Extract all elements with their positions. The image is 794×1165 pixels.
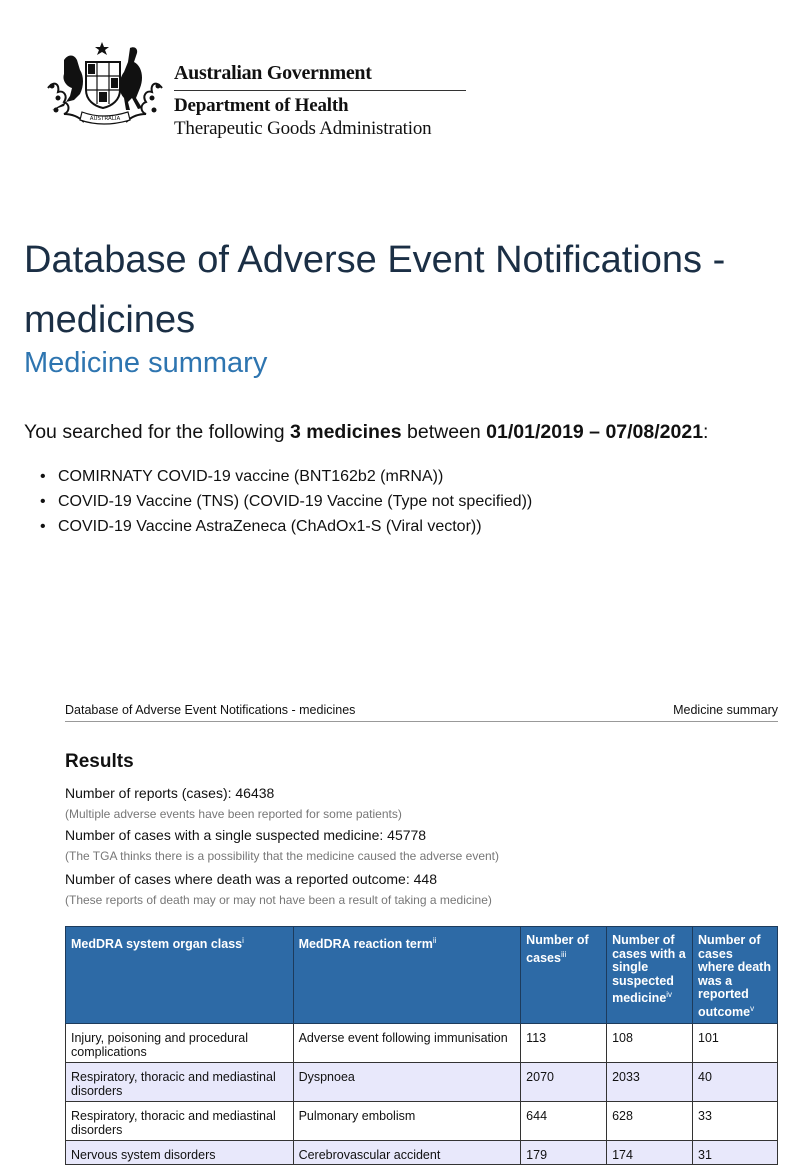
table-cell: 628 — [607, 1102, 693, 1141]
table-row — [66, 1024, 778, 1063]
table-cell: 174 — [607, 1141, 693, 1165]
results-table — [65, 926, 778, 1165]
medicine-name: COVID-19 Vaccine AstraZeneca (ChAdOx1-S (Viral vector)) — [58, 518, 482, 535]
column-header: MedDRA reaction term$^{ii}$ — [293, 927, 521, 1024]
search-date-range: 01/01/2019 – 07/08/2021 — [486, 421, 704, 443]
table-cell: 108 — [607, 1024, 693, 1063]
crest-motto: AUSTRALIA — [89, 116, 121, 122]
page-title — [24, 230, 784, 350]
column-header: Number of cases$^{iii}$ — [521, 927, 607, 1024]
medicine-list — [40, 464, 532, 539]
table-cell: 31 — [693, 1141, 778, 1165]
table-row — [66, 1141, 778, 1165]
running-header-right: Medicine summary — [673, 703, 778, 717]
table-row — [66, 1063, 778, 1102]
page-title-line1: Database of Adverse Event Notifications - — [24, 239, 726, 281]
column-header: MedDRA system organ class$^i$ — [66, 927, 294, 1024]
single-suspect-count: Number of cases with a single suspected medicine: 45778 — [65, 827, 427, 843]
table-cell: 40 — [693, 1063, 778, 1102]
search-middle: between — [401, 421, 487, 443]
column-header: Number of cases with a single suspected medicine$^{iv}$ — [607, 927, 693, 1024]
reports-note: (Multiple adverse events have been reported for some patients) — [65, 807, 402, 821]
government-name: Australian Government — [174, 62, 372, 84]
results-heading: Results — [65, 751, 134, 772]
list-item — [40, 514, 532, 539]
table-cell: 101 — [693, 1024, 778, 1063]
table-cell: Pulmonary embolism — [293, 1102, 521, 1141]
header-divider — [174, 90, 466, 91]
table-row — [66, 1102, 778, 1141]
gov-logo-block — [44, 40, 474, 139]
search-suffix: : — [703, 421, 709, 443]
bullet-icon: • — [40, 468, 46, 485]
table-cell: Dyspnoea — [293, 1063, 521, 1102]
medicine-name: COMIRNATY COVID-19 vaccine (BNT162b2 (mRNA)) — [58, 468, 444, 485]
table-header-row — [66, 927, 778, 1024]
medicine-name: COVID-19 Vaccine (TNS) (COVID-19 Vaccine (Type not specified)) — [58, 493, 533, 510]
death-count: Number of cases where death was a reported outcome: 448 — [65, 871, 437, 887]
department-name: Department of Health — [174, 95, 349, 116]
column-header: Number of cases where death was a reported outcome$^v$ — [693, 927, 778, 1024]
page-title-line2: medicines — [24, 299, 196, 341]
table-cell: Nervous system disorders — [66, 1141, 294, 1165]
page-subtitle: Medicine summary — [24, 347, 268, 379]
bullet-icon: • — [40, 493, 46, 510]
table-cell: 2070 — [521, 1063, 607, 1102]
search-prefix: You searched for the following — [24, 421, 290, 443]
search-summary — [24, 421, 708, 444]
table-cell: Injury, poisoning and procedural complications — [66, 1024, 294, 1063]
table-cell: 179 — [521, 1141, 607, 1165]
list-item — [40, 489, 532, 514]
death-note: (These reports of death may or may not have been a result of taking a medicine) — [65, 893, 492, 907]
list-item — [40, 464, 532, 489]
bullet-icon: • — [40, 518, 46, 535]
reports-count: Number of reports (cases): 46438 — [65, 785, 275, 801]
agency-name: Therapeutic Goods Administration — [174, 118, 432, 139]
table-cell: Respiratory, thoracic and mediastinal disorders — [66, 1102, 294, 1141]
table-cell: Cerebrovascular accident — [293, 1141, 521, 1165]
table-cell: Adverse event following immunisation — [293, 1024, 521, 1063]
table-cell: 644 — [521, 1102, 607, 1141]
coat-of-arms-icon — [44, 40, 166, 126]
table-cell: Respiratory, thoracic and mediastinal disorders — [66, 1063, 294, 1102]
table-cell: 2033 — [607, 1063, 693, 1102]
search-count: 3 medicines — [289, 421, 402, 443]
running-header — [65, 703, 778, 722]
table-cell: 33 — [693, 1102, 778, 1141]
table-cell: 113 — [521, 1024, 607, 1063]
running-header-left: Database of Adverse Event Notifications - medicines — [65, 703, 356, 717]
single-suspect-note: (The TGA thinks there is a possibility that the medicine caused the adverse event) — [65, 849, 500, 863]
